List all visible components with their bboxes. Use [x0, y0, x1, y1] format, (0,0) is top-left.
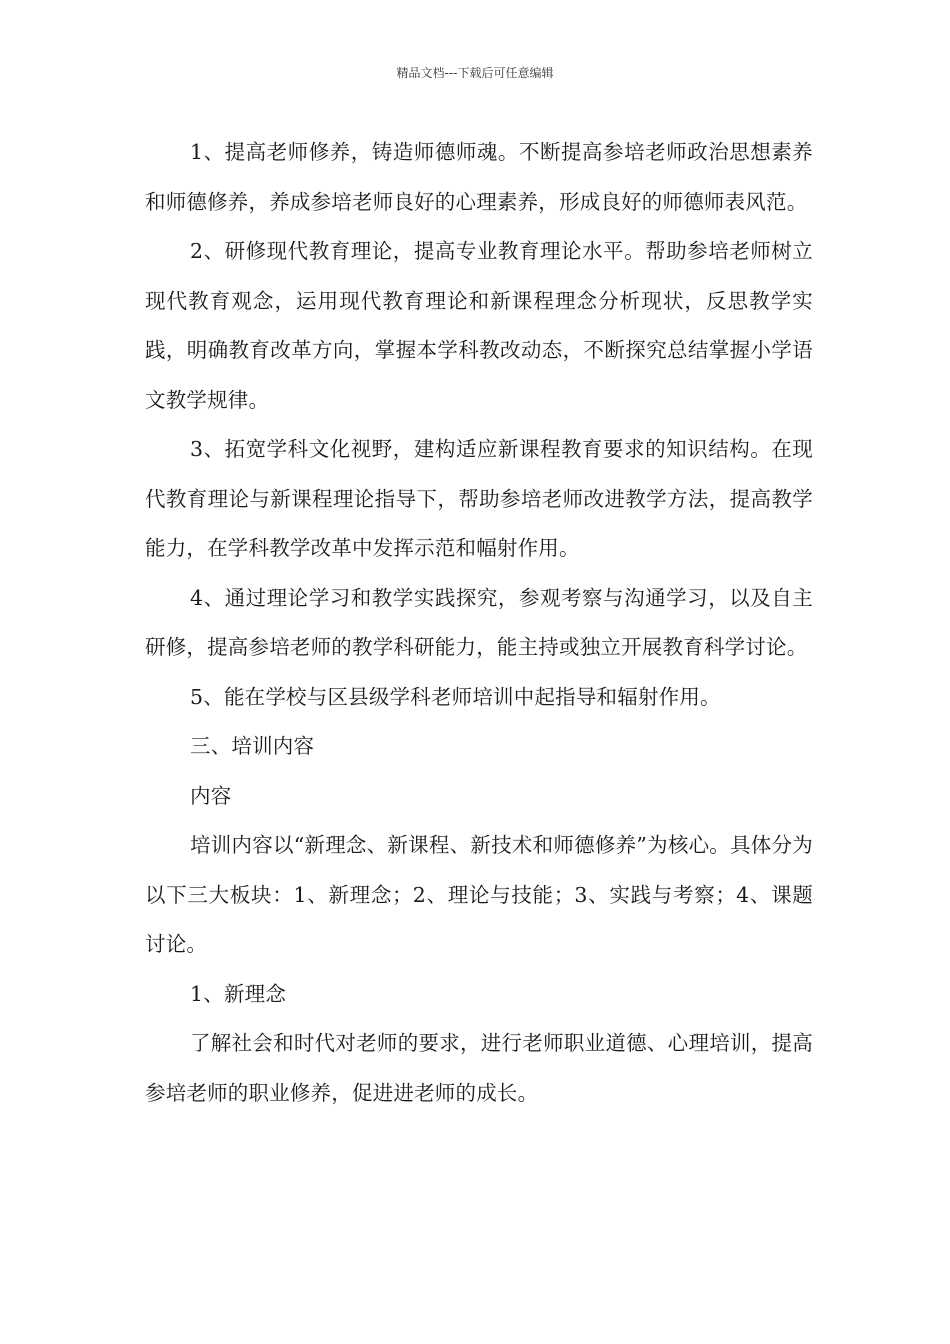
paragraph-goal-2: 2、研修现代教育理论，提高专业教育理论水平。帮助参培老师树立现代教育观念，运用现代教育理论和新课程理念分析现状，反思教学实践，明确教育改革方向，掌握本学科教改动态，不断探究总结掌握小学语文教学规律。 [145, 239, 813, 412]
paragraph-goal-1: 1、提高老师修养，铸造师德师魂。不断提高参培老师政治思想素养和师德修养，养成参培老师良好的心理素养，形成良好的师德师表风范。 [145, 140, 813, 214]
paragraph-training-content: 培训内容以“新理念、新课程、新技术和师德修养”为核心。具体分为以下三大板块：1、新理念；2、理论与技能；3、实践与考察；4、课题讨论。 [145, 833, 813, 956]
section-heading-training-content: 三、培训内容 [190, 734, 315, 758]
paragraph-goal-4: 4、通过理论学习和教学实践探究，参观考察与沟通学习，以及自主研修，提高参培老师的教学科研能力，能主持或独立开展教育科学讨论。 [145, 585, 813, 659]
paragraph-goal-3: 3、拓宽学科文化视野，建构适应新课程教育要求的知识结构。在现代教育理论与新课程理论指导下，帮助参培老师改进教学方法，提高教学能力，在学科教学改革中发挥示范和幅射作用。 [145, 437, 813, 560]
paragraph-goal-5: 5、能在学校与区县级学科老师培训中起指导和辐射作用。 [190, 684, 721, 709]
subheading-content: 内容 [190, 783, 232, 808]
document-body [145, 128, 813, 1118]
paragraph-new-concept: 了解社会和时代对老师的要求，进行老师职业道德、心理培训，提高参培老师的职业修养，促进进老师的成长。 [145, 1031, 813, 1105]
subheading-new-concept: 1、新理念 [190, 981, 287, 1006]
page-header: 精品文档---下载后可任意编辑 [396, 66, 554, 80]
